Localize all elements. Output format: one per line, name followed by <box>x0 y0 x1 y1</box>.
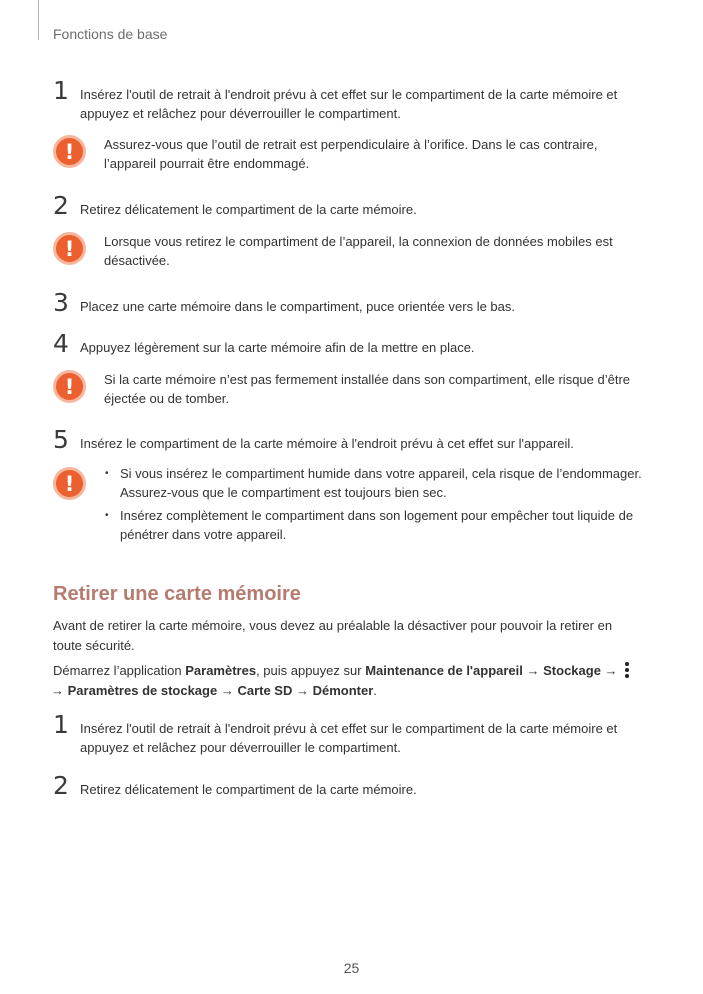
page-edge-line <box>38 0 39 40</box>
step-text: Insérez l'outil de retrait à l'endroit prévu à cet effet sur le compartiment de la carte mémoire et appuyez et relâchez pour déverrouiller le compartiment. <box>80 721 618 755</box>
path-item: Démonter <box>312 683 374 698</box>
note-bullet-list <box>104 464 644 544</box>
step-number: 4 <box>53 329 69 358</box>
arrow: → <box>217 683 238 698</box>
section-header: Fonctions de base <box>53 26 168 42</box>
note-bullet: • Insérez complètement le compartiment dans son logement pour empêcher tout liquide de pénétrer dans votre appareil. <box>104 506 644 544</box>
step-number: 2 <box>53 771 69 800</box>
note-text: Si la carte mémoire n’est pas fermement installée dans son compartiment, elle risque d’être éjectée ou de tomber. <box>104 372 631 406</box>
step-number: 3 <box>53 288 69 317</box>
warning-icon <box>53 135 86 168</box>
step-text: Insérez le compartiment de la carte mémoire à l'endroit prévu à cet effet sur l'appareil. <box>80 436 574 451</box>
arrow: → <box>522 663 544 678</box>
path-item: Stockage <box>543 663 601 678</box>
step-text: Appuyez légèrement sur la carte mémoire afin de la mettre en place. <box>80 340 475 355</box>
step-number: 1 <box>53 76 69 105</box>
arrow: → <box>292 683 313 698</box>
note-bullet: • Si vous insérez le compartiment humide dans votre appareil, cela risque de l’endommager. Assurez-vous que le compartiment est toujours bien sec. <box>104 464 644 502</box>
arrow: → <box>600 663 622 678</box>
step-number: 1 <box>53 710 69 739</box>
path-app: Paramètres <box>185 663 257 678</box>
warning-icon <box>53 232 86 265</box>
note-text: Assurez-vous que l’outil de retrait est perpendiculaire à l’orifice. Dans le cas contraire, l’appareil pourrait être endommagé. <box>104 137 598 171</box>
page-number: 25 <box>343 960 360 976</box>
path-item: Carte SD <box>237 683 293 698</box>
step-number: 5 <box>53 425 69 454</box>
more-options-icon <box>624 661 630 679</box>
warning-icon <box>53 370 86 403</box>
step-text: Retirez délicatement le compartiment de la carte mémoire. <box>80 202 417 217</box>
path-item: Paramètres de stockage <box>67 683 218 698</box>
note-text: Lorsque vous retirez le compartiment de l’appareil, la connexion de données mobiles est désactivée. <box>104 234 613 268</box>
path-text: . <box>373 683 377 698</box>
section-intro: Avant de retirer la carte mémoire, vous devez au préalable la désactiver pour pouvoir la retirer en toute sécurité. <box>53 618 613 653</box>
section-title: Retirer une carte mémoire <box>53 583 301 605</box>
step-text: Placez une carte mémoire dans le compartiment, puce orientée vers le bas. <box>80 299 515 314</box>
settings-path <box>53 661 643 701</box>
arrow: → <box>51 683 68 698</box>
warning-icon <box>53 467 86 500</box>
step-text: Retirez délicatement le compartiment de la carte mémoire. <box>80 782 417 797</box>
step-text: Insérez l'outil de retrait à l'endroit prévu à cet effet sur le compartiment de la carte mémoire et appuyez et relâchez pour déverrouiller le compartiment. <box>80 87 618 121</box>
path-text: Démarrez l’application <box>53 663 186 678</box>
step-number: 2 <box>53 191 69 220</box>
path-text: , puis appuyez sur <box>256 663 366 678</box>
path-item: Maintenance de l'appareil <box>365 663 523 678</box>
